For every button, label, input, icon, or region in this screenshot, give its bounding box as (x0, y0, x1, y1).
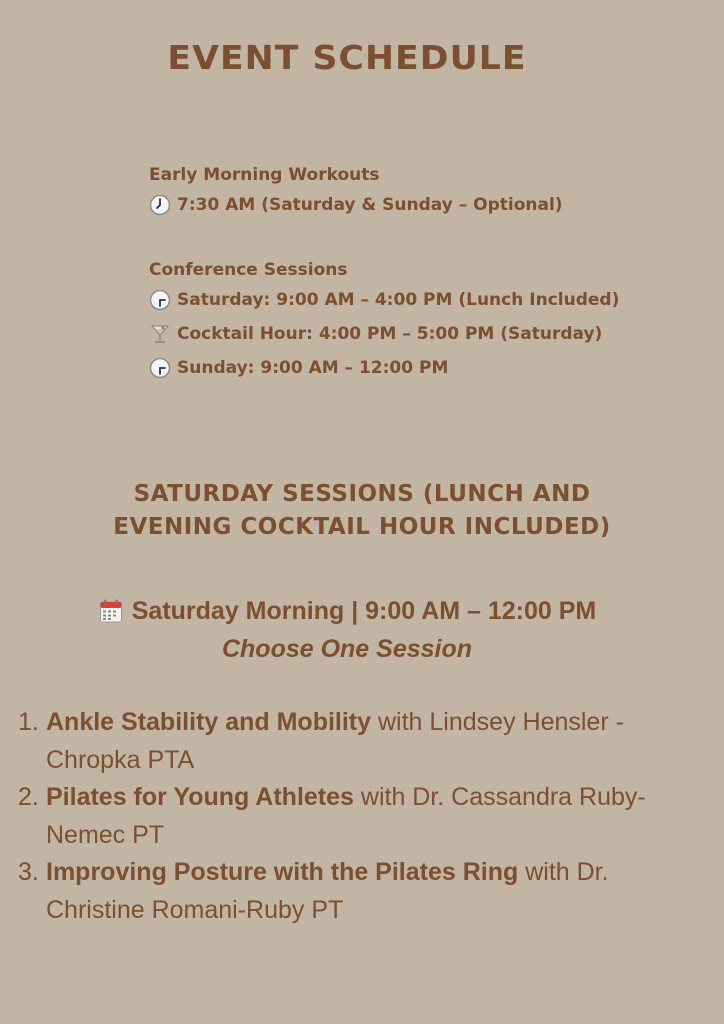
session-title: Improving Posture with the Pilates Ring (46, 858, 519, 886)
saturday-sessions-heading-line2: EVENING COCKTAIL HOUR INCLUDED) (113, 514, 611, 540)
list-number: 3. (18, 858, 39, 886)
saturday-time: Saturday: 9:00 AM – 4:00 PM (Lunch Included) (177, 290, 620, 310)
session-title: Ankle Stability and Mobility (46, 708, 372, 736)
session-presenter: with Lindsey Hensler -Chropka PTA (46, 708, 624, 774)
session-text (46, 704, 698, 779)
session-title: Pilates for Young Athletes (46, 783, 354, 811)
clock-icon (149, 289, 171, 311)
saturday-morning-block (0, 592, 694, 668)
saturday-morning-time: Saturday Morning | 9:00 AM – 12:00 PM (131, 597, 597, 625)
list-item (18, 704, 698, 779)
saturday-row (149, 283, 619, 317)
list-number: 2. (18, 783, 39, 811)
list-item (18, 779, 698, 854)
workouts-time: 7:30 AM (Saturday & Sunday – Optional) (177, 195, 563, 215)
list-number: 1. (18, 708, 39, 736)
session-text (46, 779, 698, 854)
sunday-row (149, 351, 619, 385)
saturday-morning-row (0, 592, 694, 630)
session-presenter: with Dr. Christine Romani-Ruby PT (46, 858, 609, 924)
cocktail-time: Cocktail Hour: 4:00 PM – 5:00 PM (Saturday) (177, 324, 603, 344)
page-title: EVENT SCHEDULE (167, 38, 527, 77)
cocktail-row (149, 317, 619, 351)
cocktail-glass-icon (149, 323, 171, 345)
event-schedule (149, 162, 619, 385)
sunday-time: Sunday: 9:00 AM – 12:00 PM (177, 358, 449, 378)
session-presenter: with Dr. Cassandra Ruby-Nemec PT (46, 783, 646, 849)
saturday-sessions-heading (0, 478, 724, 544)
calendar-icon (98, 598, 124, 624)
workouts-time-row (149, 188, 619, 222)
conference-heading: Conference Sessions (149, 260, 348, 280)
workouts-heading: Early Morning Workouts (149, 165, 380, 185)
clock-icon (149, 357, 171, 379)
saturday-sessions-heading-line1: SATURDAY SESSIONS (LUNCH AND (133, 481, 591, 507)
list-item (18, 854, 698, 929)
session-list (18, 704, 698, 929)
clock-icon (149, 194, 171, 216)
choose-one-session: Choose One Session (221, 635, 473, 663)
session-text (46, 854, 698, 929)
